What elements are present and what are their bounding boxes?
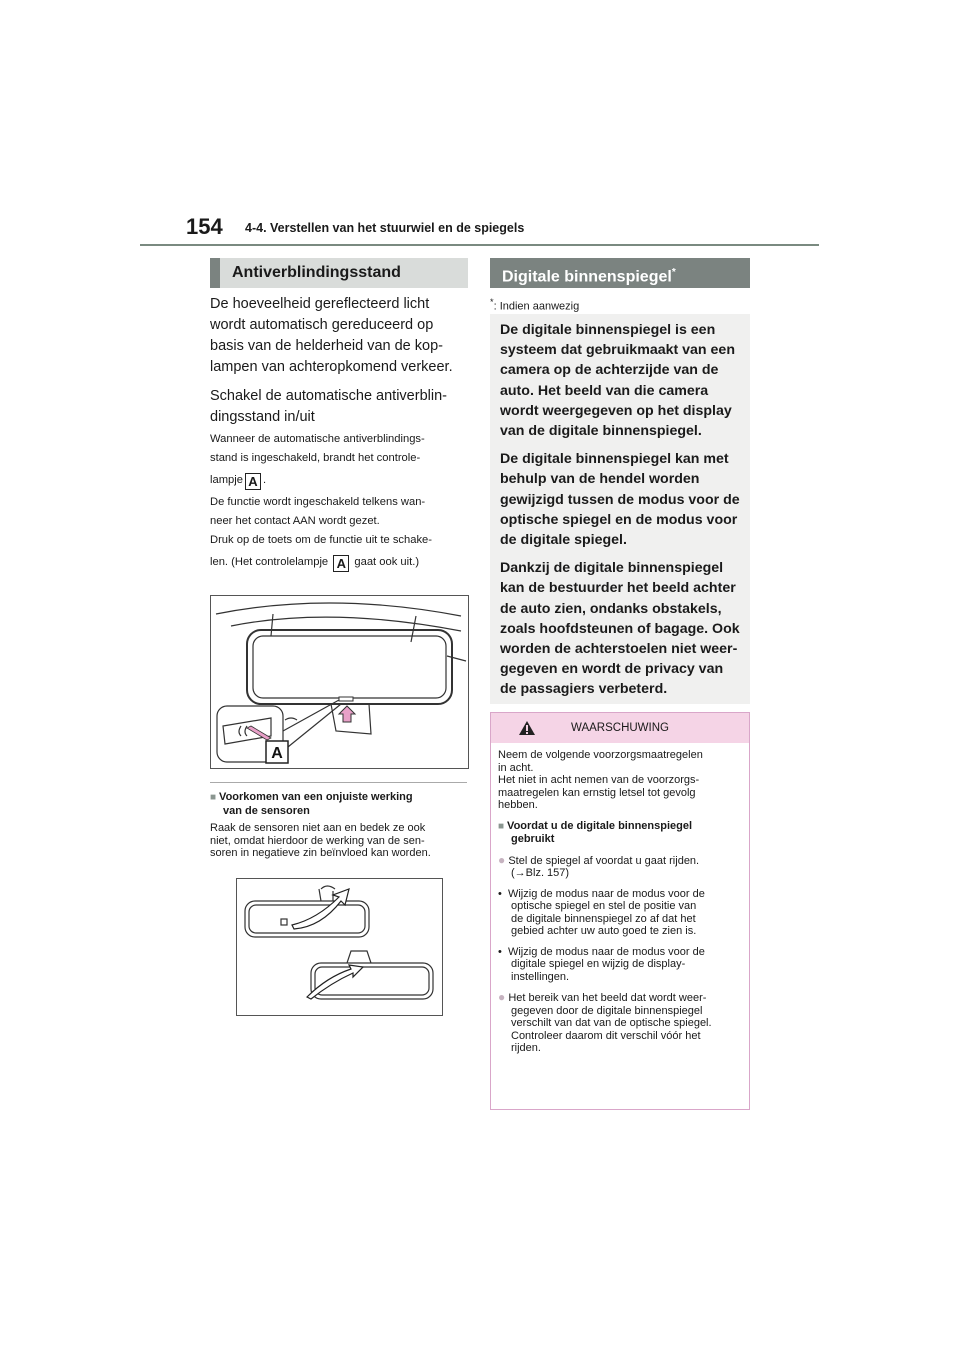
info-box <box>490 314 750 704</box>
sub-heading-line: Voorkomen van een onjuiste werking <box>219 791 413 803</box>
note-line: . <box>262 474 267 486</box>
warning-line: Het bereik van het beeld dat wordt weer- <box>508 992 707 1004</box>
note-line: lampje <box>210 474 243 486</box>
info-paragraph: De digitale binnenspiegel is een systeem dat gebruikmaakt van een camera op de achterzijde van de auto. Het beeld van die camera wordt weergegeven op het display van de digitale binnenspiegel. <box>500 322 735 440</box>
dot-bullet-icon: • <box>498 887 502 900</box>
intro-line: Schakel de automatische antiverblin- <box>210 388 447 404</box>
warning-title: WAARSCHUWING <box>571 722 669 734</box>
sub-heading-line: van de sensoren <box>223 804 310 817</box>
warning-line: digitale spiegel en wijzig de display- <box>511 958 686 970</box>
mirror-button <box>339 697 353 701</box>
square-bullet-icon: ■ <box>498 820 505 832</box>
footnote-marker: * <box>490 297 494 307</box>
footnote-text: : Indien aanwezig <box>493 300 580 313</box>
warning-line: verschilt van dat van de optische spiegel. <box>511 1017 712 1029</box>
warning-line: gegeven door de digitale binnenspiegel <box>511 1004 703 1017</box>
warning-bullet <box>498 888 742 938</box>
note-line: neer het contact AAN wordt gezet. <box>210 515 380 527</box>
sub-text-line: niet, omdat hierdoor de werking van de sen- <box>210 834 425 847</box>
footnote-marker: * <box>671 267 676 278</box>
sub-text-line: soren in negatieve zin beïnvloed kan worden. <box>210 847 431 859</box>
info-paragraph: De digitale binnenspiegel kan met behulp van de hendel worden gewijzigd tussen de modus voor de optische spiegel en de modus voor de digitale spiegel. <box>500 451 740 549</box>
footnote <box>490 297 579 313</box>
note-text <box>210 430 472 572</box>
warning-bullet <box>498 946 742 984</box>
warning-line: de digitale binnenspiegel zo af dat het <box>511 912 696 925</box>
mirror-illustration <box>211 596 468 768</box>
warning-line: Voordat u de digitale binnenspiegel <box>507 819 693 832</box>
note-line: len. (Het controlelampje <box>210 556 329 568</box>
warning-body <box>491 743 749 1061</box>
warning-item <box>498 991 742 1055</box>
note-line: Druk op de toets om de functie uit te schake- <box>210 534 433 546</box>
circle-bullet-icon: ● <box>498 990 506 1004</box>
divider <box>210 782 467 783</box>
warning-sub-heading <box>498 820 742 846</box>
warning-header <box>491 713 749 743</box>
warning-line: Neem de volgende voorzorgsmaatregelen <box>498 749 703 761</box>
note-line: De functie wordt ingeschakeld telkens wan- <box>210 496 426 508</box>
heading-antiverblindingsstand: Antiverblindingsstand <box>210 258 468 288</box>
square-bullet-icon: ■ <box>210 792 217 803</box>
sub-text <box>210 822 472 860</box>
warning-line: optische spiegel en stel de positie van <box>511 900 697 912</box>
warning-line: gebruikt <box>511 833 555 845</box>
lever-figure <box>236 878 443 1016</box>
warning-line: gebied achter uw auto goed te zien is. <box>511 925 697 937</box>
dot-bullet-icon: • <box>498 945 502 958</box>
intro-line: wordt automatisch gereduceerd op <box>210 317 434 333</box>
intro-text <box>210 294 472 428</box>
section-title: 4-4. Verstellen van het stuurwiel en de spiegels <box>245 221 525 235</box>
intro-line: De hoeveelheid gereflecteerd licht <box>210 296 430 312</box>
arrow-up-icon <box>339 706 355 722</box>
warning-line: Controleer daarom dit verschil vóór het <box>511 1029 701 1042</box>
note-line: gaat ook uit.) <box>354 556 420 568</box>
warning-item <box>498 854 742 880</box>
heading-digitale-binnenspiegel <box>490 258 750 288</box>
sub-text-line: Raak de sensoren niet aan en bedek ze ook <box>210 822 426 834</box>
warning-line: rijden. <box>511 1042 541 1054</box>
intro-line: basis van de helderheid van de kop- <box>210 338 443 354</box>
note-line: stand is ingeschakeld, brandt het controle- <box>210 452 421 464</box>
warning-line: Stel de spiegel af voordat u gaat rijden. <box>508 854 700 867</box>
info-paragraph: Dankzij de digitale binnenspiegel kan de bestuurder het beeld achter de auto zien, ondanks obstakels, zoals hoofdsteunen of bagage. Ook worden de achterstoelen niet weer-gegeven en wordt de privacy van de passagiers verbeterd. <box>500 560 740 698</box>
note-line: Wanneer de automatische antiverblindings- <box>210 433 425 445</box>
warning-line: instellingen. <box>511 970 570 983</box>
label-a-text: A <box>271 745 283 762</box>
label-a-box: A <box>333 555 349 572</box>
warning-line: Wijzig de modus naar de modus voor de <box>507 887 705 900</box>
sub-heading-sensoren <box>210 791 472 817</box>
page-number: 154 <box>186 214 223 239</box>
header-rule <box>140 244 819 246</box>
warning-line: in acht. <box>498 761 534 774</box>
intro-line: dingsstand in/uit <box>210 409 315 425</box>
warning-line: hebben. <box>498 799 538 811</box>
warning-line: Het niet in acht nemen van de voorzorgs- <box>498 774 700 786</box>
warning-box <box>490 712 750 1110</box>
circle-bullet-icon: ● <box>498 852 506 867</box>
warning-line: (→Blz. 157) <box>511 867 570 879</box>
warning-icon <box>518 720 536 736</box>
lever-illustration <box>237 879 442 1015</box>
heading-text: Digitale binnenspiegel <box>502 268 672 286</box>
warning-line: Wijzig de modus naar de modus voor de <box>507 945 705 958</box>
intro-line: lampen van achteropkomend verkeer. <box>210 359 453 375</box>
warning-line: maatregelen kan ernstig letsel tot gevolg <box>498 786 696 799</box>
mirror-figure <box>210 595 469 769</box>
label-a-box: A <box>245 473 261 490</box>
